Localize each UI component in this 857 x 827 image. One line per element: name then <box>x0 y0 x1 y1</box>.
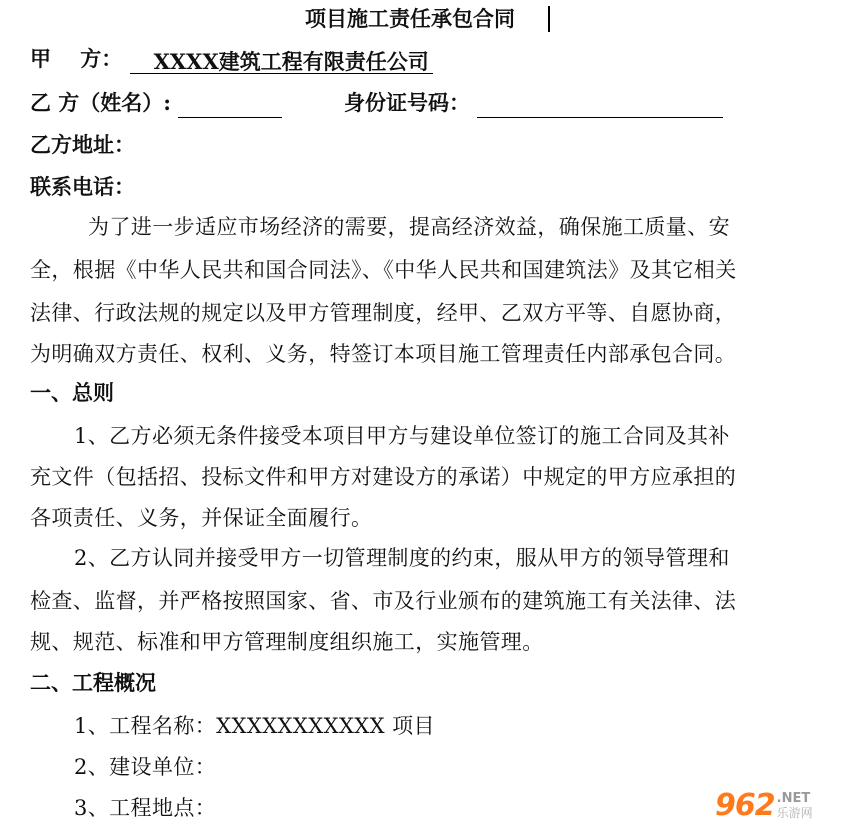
address-label: 乙方地址： <box>30 132 135 157</box>
id-row <box>344 88 723 118</box>
document-title: 项目施工责任承包合同 <box>305 6 515 31</box>
id-label: 身份证号码： <box>344 90 470 115</box>
section2-item-2: 2、建设单位： <box>74 755 217 779</box>
party-a-label: 甲 方： <box>30 46 123 71</box>
section1-item2-line-3: 规、规范、标准和甲方管理制度组织施工，实施管理。 <box>30 630 544 654</box>
party-b-row <box>30 88 282 118</box>
site-watermark <box>715 785 847 825</box>
section1-heading: 一、总则 <box>30 380 114 405</box>
party-a-name: XXXX建筑工程有限责任公司 <box>153 49 429 74</box>
intro-line-4: 为明确双方责任、权利、义务，特签订本项目施工管理责任内部承包合同。 <box>30 342 737 366</box>
watermark-suffix: .NET <box>776 790 811 806</box>
section1-item1-line-2: 充文件（包括招、投标文件和甲方对建设方的承诺）中规定的甲方应承担的 <box>30 465 737 489</box>
party-b-name-field[interactable] <box>178 91 282 118</box>
section1-item2-line-2: 检查、监督，并严格按照国家、省、市及行业颁布的建筑施工有关法律、法 <box>30 589 737 613</box>
intro-line-2: 全，根据《中华人民共和国合同法》、《中华人民共和国建筑法》及其它相关 <box>30 258 737 282</box>
watermark-number: 962 <box>715 787 775 823</box>
watermark-site: 乐游网 <box>776 805 813 820</box>
section1-item2-line-1: 2、乙方认同并接受甲方一切管理制度的约束，服从甲方的领导管理和 <box>74 546 730 570</box>
id-number-field[interactable] <box>477 91 723 118</box>
intro-line-1: 为了进一步适应市场经济的需要，提高经济效益，确保施工质量、安 <box>88 215 730 239</box>
section1-item1-line-1: 1、乙方必须无条件接受本项目甲方与建设单位签订的施工合同及其补 <box>74 424 730 448</box>
text-cursor <box>548 6 550 32</box>
intro-line-3: 法律、行政法规的规定以及甲方管理制度，经甲、乙双方平等、自愿协商， <box>30 301 737 325</box>
party-a-row <box>30 44 433 74</box>
section1-item1-line-3: 各项责任、义务，并保证全面履行。 <box>30 506 373 530</box>
section2-item-1: 1、工程名称：XXXXXXXXXXX 项目 <box>74 714 435 738</box>
party-b-label: 乙 方（姓名）: <box>30 90 172 115</box>
phone-label: 联系电话： <box>30 174 135 199</box>
watermark-text <box>777 792 813 819</box>
party-a-name-field[interactable] <box>130 47 433 74</box>
section2-item-3: 3、工程地点： <box>74 796 217 820</box>
section2-heading: 二、工程概况 <box>30 670 156 695</box>
